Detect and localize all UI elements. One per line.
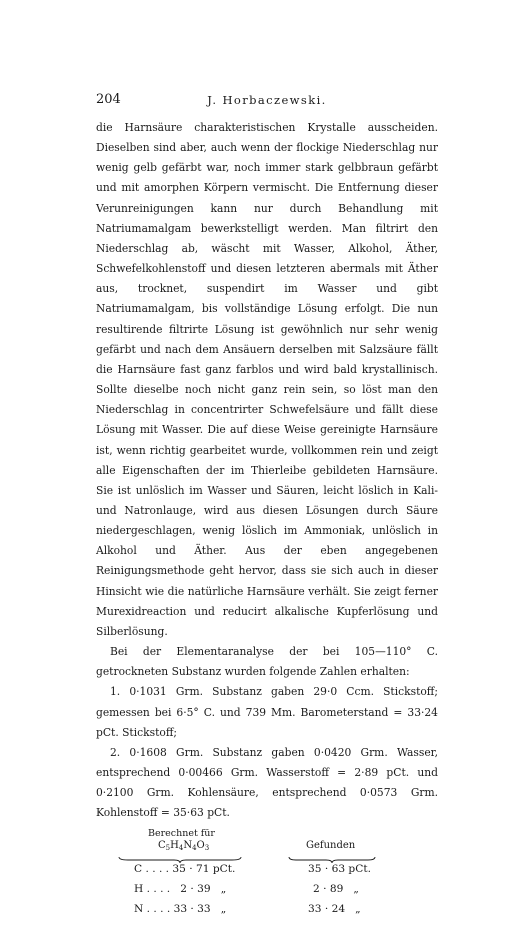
row-nitrogen-found: 33 · 24 „ — [308, 903, 361, 916]
calculated-header: Berechnet für — [148, 828, 215, 840]
paragraph-purification: die Harnsäure charakteristischen Krystalle ausscheiden. Dieselben sind aber, auch wenn der flockige Niederschlag nur wenig gelb gefärbt war, noch immer stark gelbbraun gefärbt und mit amorphen Körpern vermischt. Die Entfernung dieser Verunreinigungen kann nur durch Behandlung mit Natriumamalgam bewerkstelligt werden. Man filtrirt den Niederschlag ab, wäscht mit Wasser, Alkohol, Äther, Schwefelkohlenstoff und diesen letzteren abermals mit Äther aus, trocknet, suspendirt im Wasser und gibt Natriumamalgam, bis vollständige Lösung erfolgt. Die nun resultirende filtrirte Lösung ist gewöhnlich nur sehr wenig gefärbt und nach dem Ansäuern derselben mit Salzsäure fällt die Harnsäure fast ganz farblos und wird bald krystallinisch. Sollte dieselbe noch nicht ganz rein sein, so löst man den Niederschlag in concentrirter Schwefelsäure und fällt diese Lösung mit Wasser. Die auf diese Weise gereinigte Harnsäure ist, wenn richtig gearbeitet wurde, vollkommen rein und zeigt alle Eigenschaften der im Thierleibe gebildeten Harnsäure. Sie ist unlöslich im Wasser und Säuren, leicht löslich in Kali- und Natronlauge, wird aus diesen Lösungen durch Säure niedergeschlagen, wenig löslich im Ammoniak, unlöslich in Alkohol und Äther. Aus der eben angegebenen Reinigungsmethode geht hervor, dass sie sich auch in dieser Hinsicht wie die natürliche Harnsäure verhält. Sie zeigt ferner Murexidreaction und reducirt alkalische Kupferlösung und Silberlösung. — [96, 121, 438, 638]
running-head — [96, 92, 438, 110]
page-number: 204 — [96, 92, 121, 107]
paragraph-result-1: 1. 0·1031 Grm. Substanz gaben 29·0 Ccm. Stickstoff; gemessen bei 6·5° C. und 739 Mm. Barometerstand = 33·24 pCt. Stickstoff; — [96, 685, 438, 739]
found-brace — [288, 856, 376, 863]
molecular-formula: $C_5H_4N_4O_3$ — [158, 840, 210, 853]
row-nitrogen-calculated: N . . . . 33 · 33 „ — [134, 903, 227, 916]
running-title: J. Horbaczewski. — [207, 93, 327, 107]
document-page — [96, 92, 438, 932]
row-hydrogen-calculated: H . . . . 2 · 39 „ — [134, 883, 227, 896]
paragraph-result-2: 2. 0·1608 Grm. Substanz gaben 0·0420 Grm. Wasser, entsprechend 0·00466 Grm. Wasserstoff = 2·89 pCt. und 0·2100 Grm. Kohlensäure, entsprechend 0·0573 Grm. Kohlenstoff = 35·63 pCt. — [96, 745, 438, 820]
body-text — [96, 118, 438, 823]
row-hydrogen-found: 2 · 89 „ — [313, 883, 359, 896]
row-carbon-found: 35 · 63 pCt. — [308, 863, 371, 876]
calculated-brace — [118, 856, 242, 863]
row-carbon-calculated: C . . . . 35 · 71 pCt. — [134, 863, 236, 876]
found-header: Gefunden — [306, 840, 356, 852]
analysis-table — [96, 824, 438, 932]
paragraph-elemental-analysis: Bei der Elementaranalyse der bei 105—110° C. getrockneten Substanz wurden folgende Zahlen erhalten: — [96, 645, 438, 679]
